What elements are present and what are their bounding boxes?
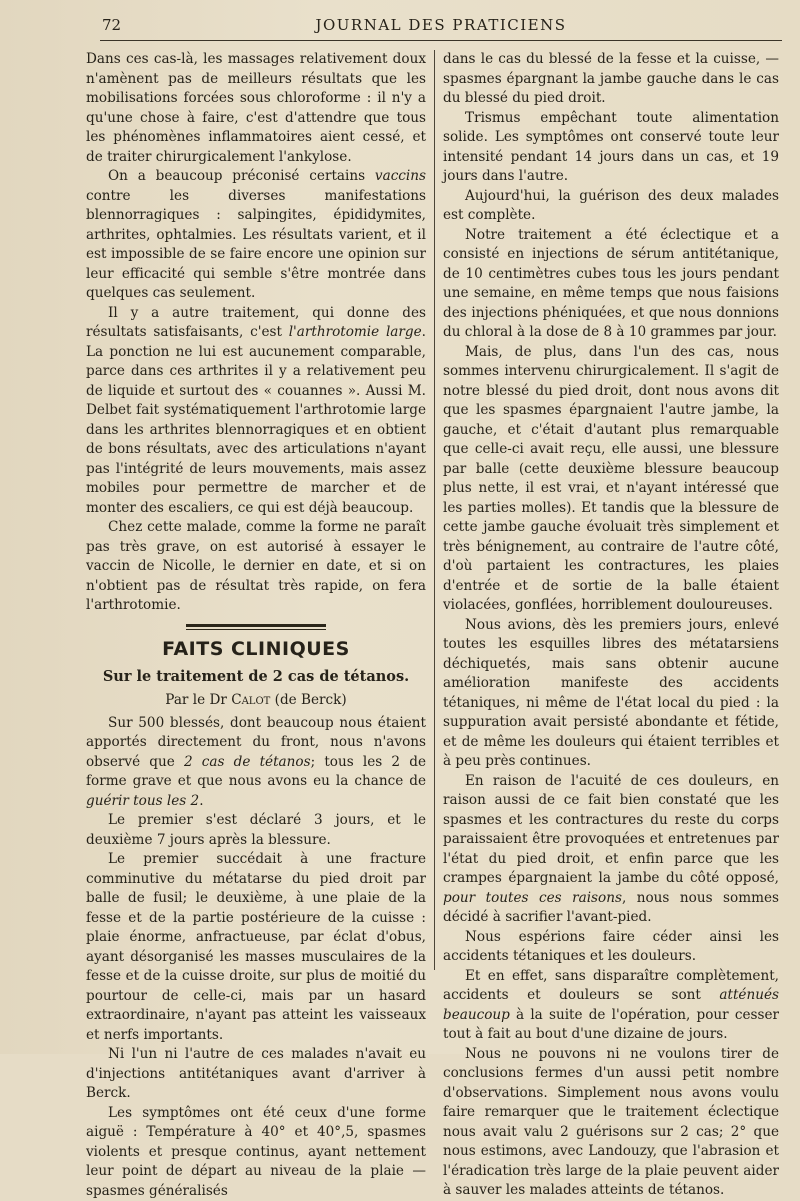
text-run: Et en effet, sans disparaître complètement, accidents et douleurs se sont bbox=[443, 968, 779, 1004]
byline-author: Calot bbox=[231, 692, 270, 708]
section-divider bbox=[86, 624, 426, 630]
text-run: Il y a autre traitement, qui donne des résultats satisfaisants, c'est bbox=[86, 305, 426, 341]
italic-text: 2 cas de tétanos bbox=[184, 754, 311, 770]
text-run: On a beaucoup préconisé certains bbox=[108, 168, 375, 184]
paragraph: Aujourd'hui, la guérison des deux malades est complète. bbox=[443, 187, 779, 226]
left-column bbox=[86, 50, 426, 1036]
paragraph bbox=[443, 967, 779, 1045]
italic-text: vaccins bbox=[375, 168, 426, 184]
text-run: . La ponction ne lui est aucunement comparable, parce dans ces arthrites il y a relativement peu de liquide et surtout des « couannes ». Aussi M. Delbet fait systématiquement l'arthrotomie large dans les arthrites blennorragiques et en obtient de bons résultats, avec des articulations n'ayant pas l'intégrité de leurs mouvements, mais assez mobiles pour permettre de marcher et de monter des escaliers, ce qui est déjà beaucoup. bbox=[86, 324, 426, 516]
paragraph bbox=[86, 167, 426, 304]
paragraph: Notre traitement a été éclectique et a consisté en injections de sérum antitétanique, de 10 centimètres cubes tous les jours pendant une semaine, en même temps que nous faisions des injections phéniquées, et que nous donnions du chloral à la dose de 8 à 10 grammes par jour. bbox=[443, 226, 779, 343]
page-number: 72 bbox=[102, 16, 121, 34]
text-run: En raison de l'acuité de ces douleurs, en raison aussi de ce fait bien constaté que les spasmes et les contractures du reste du corps paraissaient être provoquées et entretenues par l'état du pied droit, et enfin parce que les crampes épargnaient la jambe du côté opposé, bbox=[443, 773, 779, 887]
paragraph bbox=[86, 714, 426, 812]
paragraph: Nous espérions faire céder ainsi les accidents tétaniques et les douleurs. bbox=[443, 928, 779, 967]
italic-text: atténués beaucoup bbox=[443, 987, 779, 1023]
paragraph: Le premier s'est déclaré 3 jours, et le deuxième 7 jours après la blessure. bbox=[86, 811, 426, 850]
page-header bbox=[100, 14, 782, 40]
italic-text: pour toutes ces raisons bbox=[443, 890, 622, 906]
text-run: , nous nous sommes décidé à sacrifier l'avant-pied. bbox=[443, 890, 779, 926]
byline-suffix: (de Berck) bbox=[270, 692, 346, 708]
paragraph: Nous ne pouvons ni ne voulons tirer de conclusions fermes d'un aussi petit nombre d'observations. Simplement nous avons voulu faire remarquer que le traitement éclectique nous avait valu 2 guérisons sur 2 cas; 2° que nous estimons, avec Landouzy, que l'abrasion et l'éradication très large de la plaie peuvent aider à sauver les malades atteints de tétanos. bbox=[443, 1045, 779, 1201]
paragraph: Les symptômes ont été ceux d'une forme aiguë : Température à 40° et 40°,5, spasmes violents et presque continus, ayant nettement leur point de départ au niveau de la plaie — spasmes généralisés bbox=[86, 1104, 426, 1201]
paragraph: Trismus empêchant toute alimentation solide. Les symptômes ont conservé toute leur intensité pendant 14 jours dans un cas, et 19 jours dans l'autre. bbox=[443, 109, 779, 187]
article-title: Sur le traitement de 2 cas de tétanos. bbox=[86, 666, 426, 688]
header-rule bbox=[100, 40, 782, 41]
paragraph: Dans ces cas-là, les massages relativement doux n'amènent pas de meilleurs résultats que les mobilisations forcées sous chloroforme : il n'y a qu'une chose à faire, c'est d'attendre que tous les phénomènes inflammatoires aient cessé, et de traiter chirurgicalement l'ankylose. bbox=[86, 50, 426, 167]
right-column bbox=[443, 50, 779, 1036]
text-run: Sur 500 blessés, dont beaucoup nous étaient apportés directement du front, nous n'avons observé que bbox=[86, 715, 426, 770]
paragraph: Mais, de plus, dans l'un des cas, nous sommes intervenu chirurgicalement. Il s'agit de notre blessé du pied droit, dont nous avons dit que les spasmes épargnaient l'autre jambe, la gauche, et c'était d'autant plus remarquable que celle-ci avait reçu, elle aussi, une blessure par balle (cette deuxième blessure beaucoup plus nette, il est vrai, et n'ayant intéressé que les parties molles). Et tandis que la blessure de cette jambe gauche évoluait très simplement et très bénignement, au contraire de l'autre côté, d'où partaient les contractures, les plaies d'entrée et de sortie de la balle étaient violacées, gonflées, horriblement douloureuses. bbox=[443, 343, 779, 616]
italic-text: guérir tous les 2 bbox=[86, 793, 199, 809]
italic-text: l'arthrotomie large bbox=[289, 324, 422, 340]
paragraph bbox=[86, 304, 426, 519]
text-run: . bbox=[199, 793, 203, 809]
running-title: JOURNAL DES PRATICIENS bbox=[100, 16, 782, 34]
paragraph: Nous avions, dès les premiers jours, enlevé toutes les esquilles libres des métatarsiens déchiquetés, mais sans obtenir aucune amélioration manifeste des accidents tétaniques, ni même de l'état local du pied : la suppuration avait persisté abondante et fétide, et de même les douleurs qui étaient terribles et à peu près continues. bbox=[443, 616, 779, 772]
paragraph: Chez cette malade, comme la forme ne paraît pas très grave, on est autorisé à essayer le vaccin de Nicolle, le dernier en date, et si on n'obtient pas de résultat très rapide, on fera l'arthrotomie. bbox=[86, 518, 426, 616]
paragraph bbox=[443, 772, 779, 928]
text-run: ; tous les 2 de forme grave et que nous avons eu la chance de bbox=[86, 754, 426, 790]
text-run: à la suite de l'opération, pour cesser tout à fait au bout d'une dizaine de jours. bbox=[443, 1007, 779, 1043]
byline bbox=[86, 690, 426, 710]
section-title: FAITS CLINIQUES bbox=[86, 636, 426, 662]
paragraph: dans le cas du blessé de la fesse et la cuisse, — spasmes épargnant la jambe gauche dans le cas du blessé du pied droit. bbox=[443, 50, 779, 109]
paragraph: Ni l'un ni l'autre de ces malades n'avait eu d'injections antitétaniques avant d'arriver à Berck. bbox=[86, 1045, 426, 1104]
paragraph: Le premier succédait à une fracture comminutive du métatarse du pied droit par balle de fusil; le deuxième, à une plaie de la fesse et de la partie postérieure de la cuisse : plaie énorme, anfractueuse, par éclat d'obus, ayant désorganisé les masses musculaires de la fesse et de la cuisse droite, sur plus de moitié du pourtour de celle-ci, mais par un hasard extraordinaire, n'ayant pas atteint les vaisseaux et nerfs importants. bbox=[86, 850, 426, 1045]
text-run: contre les diverses manifestations blennorragiques : salpingites, épididymites, arthrites, ophtalmies. Les résultats varient, et il est impossible de se faire encore une opinion sur leur efficacité qui semble s'être montrée dans quelques cas seulement. bbox=[86, 188, 426, 302]
column-divider bbox=[434, 50, 435, 970]
byline-prefix: Par le Dr bbox=[165, 692, 231, 708]
